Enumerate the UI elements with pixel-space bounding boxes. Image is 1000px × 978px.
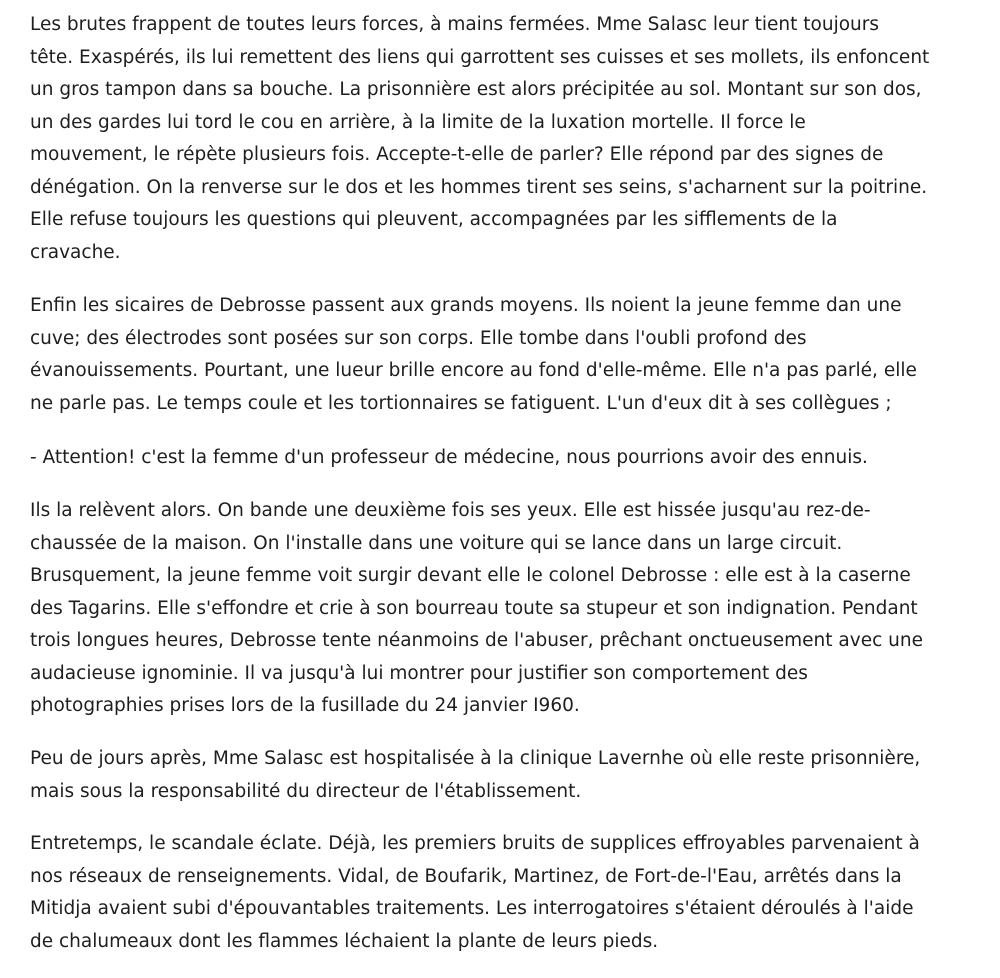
text-line: Les brutes frappent de toutes leurs forces, à mains fermées. Mme Salasc leur tient toujours	[30, 14, 880, 35]
text-line: Entretemps, le scandale éclate. Déjà, les premiers bruits de supplices effroyables parvenaient à	[30, 833, 920, 854]
text-line: mouvement, le répète plusieurs fois. Accepte-t-elle de parler? Elle répond par des signes de	[30, 144, 884, 165]
paragraph-6	[30, 828, 920, 958]
text-line: ne parle pas. Le temps coule et les tortionnaires se fatiguent. L'un d'eux dit à ses collègues ;	[30, 392, 892, 414]
paragraph-5	[30, 743, 920, 808]
text-line: dénégation. On la renverse sur le dos et les hommes tirent ses seins, s'acharnent sur la poitrine.	[30, 176, 928, 198]
text-line: évanouissements. Pourtant, une lueur brille encore au fond d'elle-même. Elle n'a pas parlé, elle	[30, 360, 917, 381]
text-line: Elle refuse toujours les questions qui pleuvent, accompagnées par les sifflements de la	[30, 209, 838, 230]
text-line: tête. Exaspérés, ils lui remettent des liens qui garrottent ses cuisses et ses mollets, ils enfoncent	[30, 46, 930, 68]
text-line: audacieuse ignominie. Il va jusqu'à lui montrer pour justifier son comportement des	[30, 662, 808, 684]
text-line: chaussée de la maison. On l'installe dans une voiture qui se lance dans un large circuit.	[30, 532, 843, 554]
text-line: un des gardes lui tord le cou en arrière, à la limite de la luxation mortelle. Il force le	[30, 111, 806, 133]
text-line: photographies prises lors de la fusillade du 24 janvier I960.	[30, 695, 580, 716]
text-line: cuve; des électrodes sont posées sur son corps. Elle tombe dans l'oubli profond des	[30, 327, 807, 349]
text-line: trois longues heures, Debrosse tente néanmoins de l'abuser, prêchant onctueusement avec une	[30, 630, 923, 651]
text-line: Mitidja avaient subi d'épouvantables traitements. Les interrogatoires s'étaient déroulés à l'aide	[30, 898, 914, 919]
text-line: - Attention! c'est la femme d'un professeur de médecine, nous pourrions avoir des ennuis.	[30, 447, 868, 468]
text-line: Peu de jours après, Mme Salasc est hospitalisée à la clinique Lavernhe où elle reste prisonnière,	[30, 748, 921, 769]
text-line: des Tagarins. Elle s'effondre et crie à son bourreau toute sa stupeur et son indignation. Pendant	[30, 597, 918, 619]
text-line: Enfin les sicaires de Debrosse passent aux grands moyens. Ils noient la jeune femme dan une	[30, 295, 902, 316]
text-line: Ils la relèvent alors. On bande une deuxième fois ses yeux. Elle est hissée jusqu'au rez-de-	[30, 500, 871, 521]
paragraph-3	[30, 442, 868, 475]
text-line: mais sous la responsabilité du directeur de l'établissement.	[30, 780, 582, 802]
text-line: de chalumeaux dont les flammes léchaient la plante de leurs pieds.	[30, 930, 659, 952]
text-line: Brusquement, la jeune femme voit surgir devant elle le colonel Debrosse : elle est à la caserne	[30, 565, 911, 586]
paragraph-2	[30, 290, 917, 420]
text-line: nos réseaux de renseignements. Vidal, de Boufarik, Martinez, de Fort-de-l'Eau, arrêtés dans la	[30, 865, 902, 887]
paragraph-4	[30, 495, 923, 723]
paragraph-1	[30, 9, 929, 269]
text-line: un gros tampon dans sa bouche. La prisonnière est alors précipitée au sol. Montant sur son dos,	[30, 79, 922, 100]
text-line: cravache.	[30, 241, 121, 263]
